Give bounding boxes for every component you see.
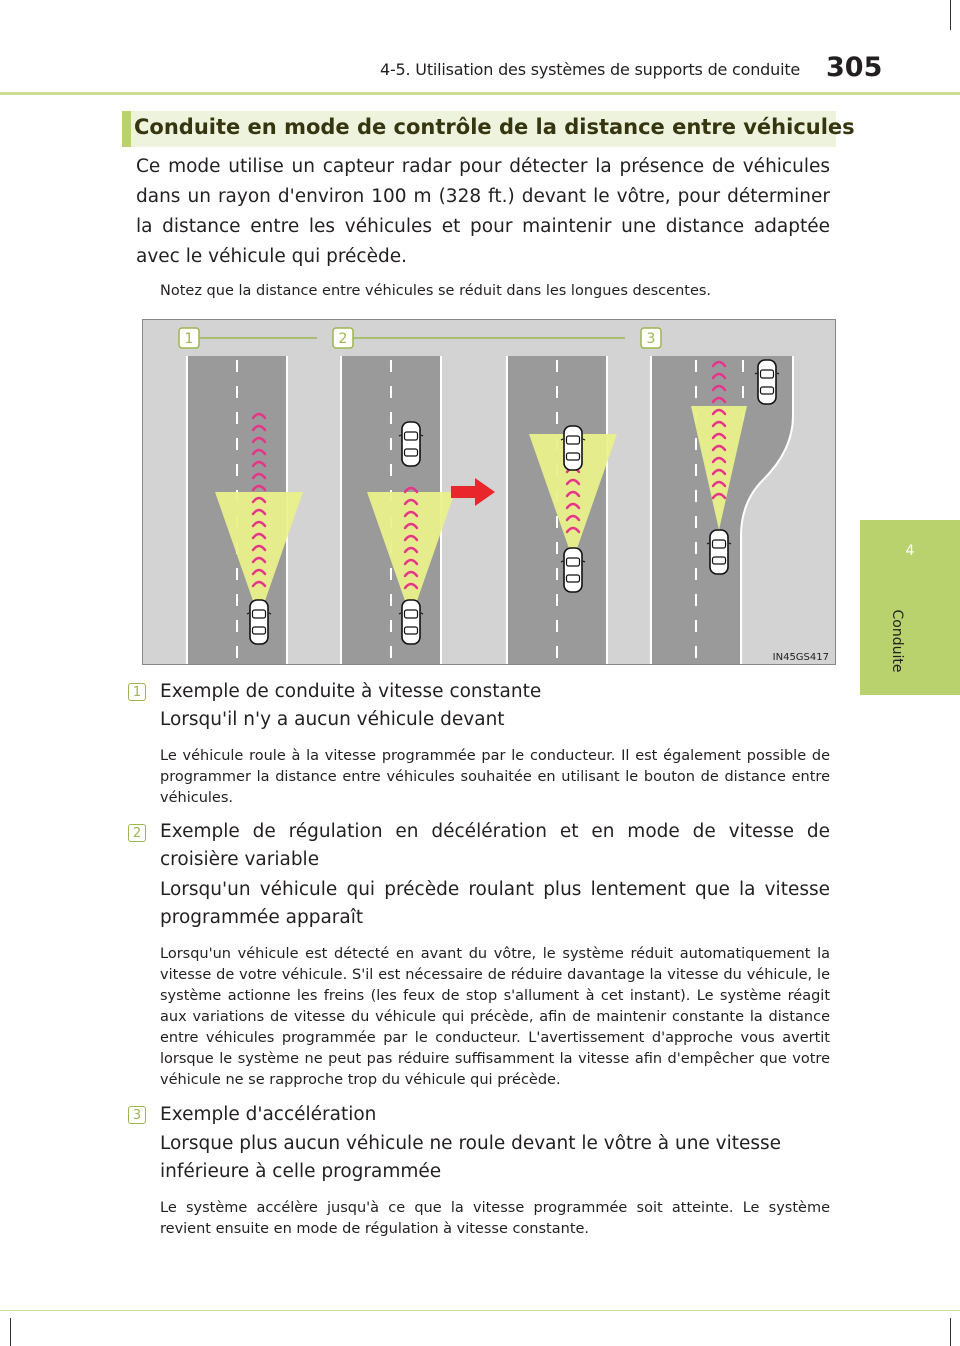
page-number: 305 — [826, 52, 883, 83]
callout-2: 2 — [338, 331, 348, 347]
crop-mark — [950, 0, 951, 30]
header-rule — [0, 92, 960, 95]
section-title: Conduite en mode de contrôle de la distance entre véhicules — [134, 115, 855, 139]
intro-paragraph: Ce mode utilise un capteur radar pour détecter la présence de véhicules dans un rayon d'environ 100 m (328 ft.) devant le vôtre, pour déterminer la distance entre les véhicules et pour maintenir une distance adaptée avec le véhicule qui précède. — [136, 156, 830, 267]
item-1-subtitle: Lorsqu'il n'y a aucun véhicule devant — [160, 709, 505, 730]
note-text: Notez que la distance entre véhicules se réduit dans les longues descentes. — [160, 283, 712, 299]
chapter-number: 4 — [905, 543, 915, 559]
item-2-description: Lorsqu'un véhicule est détecté en avant du vôtre, le système réduit automatiquement la vitesse de votre véhicule. S'il est nécessaire de réduire davantage la vitesse du véhicule, le système actionne les freins (les feux de stop s'allument à cet instant). Le système réagit aux variations de vitesse du véhicule qui précède, afin de maintenir constante la distance entre véhicules programmée par le conducteur. L'avertissement d'approche vous avertit lorsque le système ne peut pas réduire suffisamment la vitesse afin d'empêcher que votre véhicule ne se rapproche trop du véhicule qui précède. — [160, 946, 830, 1088]
item-1-description: Le véhicule roule à la vitesse programmée par le conducteur. Il est également possible de programmer la distance entre véhicules souhaitée en utilisant le bouton de distance entre véhicules. — [160, 748, 830, 806]
bottom-rule — [0, 1310, 960, 1311]
figure-callouts — [179, 328, 661, 348]
road-3 — [507, 356, 617, 665]
figure-code: IN45GS417 — [772, 652, 829, 663]
item-2-title: Exemple de régulation en décélération et en mode de vitesse de croisière variable — [160, 821, 830, 870]
badge-1: 1 — [128, 683, 146, 701]
acc-illustration — [142, 319, 836, 665]
item-3-subtitle: Lorsque plus aucun véhicule ne roule devant le vôtre à une vitesse inférieure à celle programmée — [160, 1133, 782, 1182]
crop-mark — [10, 1318, 11, 1346]
illustration-svg — [143, 320, 836, 665]
callout-1: 1 — [184, 331, 194, 347]
crop-mark — [950, 1318, 951, 1346]
road-1 — [187, 356, 303, 665]
road-2 — [341, 356, 455, 665]
badge-3: 3 — [128, 1106, 146, 1124]
chapter-label-text: Conduite — [889, 609, 905, 673]
item-3-badge — [128, 1104, 146, 1124]
callout-3: 3 — [646, 331, 656, 347]
item-3-description: Le système accélère jusqu'à ce que la vitesse programmée soit atteinte. Le système revient ensuite en mode de régulation à vitesse constante. — [160, 1200, 830, 1237]
road-4 — [651, 356, 793, 665]
item-1-title: Exemple de conduite à vitesse constante — [160, 681, 542, 702]
running-header: 4-5. Utilisation des systèmes de supports de conduite — [380, 60, 801, 79]
item-2-subtitle: Lorsqu'un véhicule qui précède roulant plus lentement que la vitesse programmée apparaît — [160, 879, 830, 928]
badge-2: 2 — [128, 824, 146, 842]
item-3-title: Exemple d'accélération — [160, 1104, 377, 1125]
item-2-badge — [128, 822, 146, 842]
chapter-label — [885, 605, 905, 685]
transition-arrow — [451, 478, 495, 506]
item-1-badge — [128, 681, 146, 701]
